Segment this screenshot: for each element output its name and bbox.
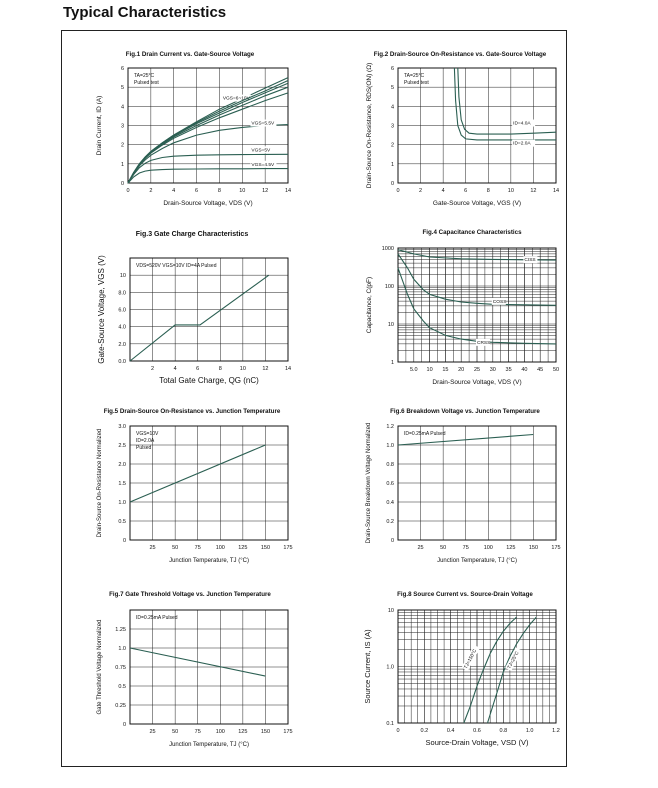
chart-6	[366, 408, 561, 564]
y-tick-label: 5	[390, 85, 394, 92]
series-line	[488, 617, 537, 723]
chart-1	[96, 51, 291, 207]
x-axis-label: Junction Temperature, TJ (°C)	[437, 558, 517, 564]
x-tick-label: 100	[483, 545, 493, 551]
x-tick-label: 125	[238, 545, 248, 551]
y-tick-label: 0.4	[386, 500, 394, 506]
y-axis-label: Drain-Source On-Resistance Normalized	[97, 428, 103, 538]
y-tick-label: 0.75	[115, 665, 126, 671]
chart-title: Fig.1 Drain Current vs. Gate-Source Voltage	[125, 51, 255, 58]
x-tick-label: 50	[172, 729, 179, 735]
y-tick-label: 1.25	[115, 627, 126, 633]
y-tick-label: 0	[120, 181, 124, 187]
chart-title: Fig.2 Drain-Source On-Resistance vs. Gate-Source Voltage	[373, 51, 547, 58]
x-tick-label: 20	[458, 367, 465, 373]
chart-title: Fig.7 Gate Threshold Voltage vs. Junction Temperature	[109, 591, 271, 598]
y-tick-label: 4.0	[118, 324, 126, 331]
x-tick-label: 2	[151, 366, 155, 372]
x-tick-label: 8	[218, 366, 222, 372]
x-tick-label: 10	[239, 366, 246, 372]
x-tick-label: 12	[530, 188, 537, 194]
x-tick-label: 0.2	[420, 728, 429, 734]
x-tick-label: 0	[126, 188, 130, 194]
x-tick-label: 0	[396, 188, 400, 194]
x-axis-label: Junction Temperature, TJ (°C)	[169, 558, 249, 564]
y-tick-label: 0.2	[386, 519, 394, 525]
x-tick-label: 40	[521, 367, 528, 373]
y-tick-label: 2.0	[118, 341, 126, 348]
x-tick-label: 12	[262, 188, 269, 194]
x-tick-label: 2	[419, 188, 423, 194]
x-axis-label: Total Gate Charge, QG (nC)	[159, 376, 259, 385]
grid	[398, 610, 556, 723]
x-tick-label: 0.6	[473, 728, 481, 734]
y-tick-label: 2.0	[118, 462, 126, 468]
chart-7	[97, 591, 293, 748]
y-axis-label: Gate Threshold Voltage Normalized	[97, 619, 103, 715]
x-tick-label: 25	[417, 545, 424, 551]
y-tick-label: 2	[390, 142, 394, 149]
y-tick-label: 1	[120, 161, 124, 168]
x-tick-label: 150	[528, 545, 539, 551]
chart-title: Fig.4 Capacitance Characteristics	[422, 229, 522, 236]
series-label: VGS=6~10V	[222, 96, 250, 102]
series-label: CISS	[524, 258, 536, 264]
x-tick-label: 6	[196, 366, 200, 372]
chart-note: TA=25°C	[404, 73, 425, 79]
chart-note: Pulsed	[136, 445, 152, 451]
y-tick-label: 3.0	[118, 424, 126, 430]
chart-8	[363, 591, 560, 747]
y-tick-label: 2	[120, 142, 124, 149]
chart-title: Fig.5 Drain-Source On-Resistance vs. Junction Temperature	[103, 408, 281, 415]
series-label: ID=4.0A	[513, 121, 531, 127]
x-tick-label: 150	[260, 545, 271, 551]
x-tick-label: 12	[262, 366, 269, 372]
x-tick-label: 6	[464, 188, 468, 194]
x-tick-label: 25	[149, 729, 156, 735]
chart-note: Pulsed test	[134, 80, 159, 86]
x-tick-label: 14	[552, 188, 560, 194]
series-label: COSS	[492, 299, 507, 305]
x-tick-label: 30	[489, 367, 496, 373]
y-tick-label: 5	[120, 85, 124, 92]
y-tick-label: 1.0	[118, 646, 126, 652]
x-tick-label: 5.0	[409, 367, 418, 373]
series-label: ID=2.0A	[513, 141, 531, 147]
y-tick-label: 1.0	[386, 443, 394, 449]
x-tick-label: 100	[215, 729, 225, 735]
grid	[130, 610, 288, 724]
x-tick-label: 75	[194, 545, 201, 551]
y-tick-label: 3	[390, 123, 394, 130]
x-tick-label: 175	[283, 729, 293, 735]
y-tick-label: 0	[390, 538, 394, 544]
y-tick-label: 100	[384, 284, 394, 290]
x-tick-label: 6	[195, 188, 199, 194]
y-axis-label: Capacitance, C(pF)	[366, 276, 373, 334]
x-tick-label: 50	[440, 545, 447, 551]
chart-note: ID=0.25mA Pulsed	[136, 615, 178, 621]
chart-note: Pulsed test	[404, 80, 429, 86]
x-tick-label: 0	[396, 728, 400, 734]
y-tick-label: 1.0	[118, 500, 126, 506]
y-tick-label: 0.6	[386, 481, 394, 487]
series-line	[128, 169, 288, 183]
y-axis-label: Drain Current, ID (A)	[96, 95, 103, 156]
y-tick-label: 2.5	[118, 443, 126, 449]
x-tick-label: 14	[284, 188, 292, 194]
y-tick-label: 8.0	[118, 290, 126, 297]
y-tick-label: 0.5	[118, 684, 126, 690]
series-line	[458, 68, 556, 134]
x-tick-label: 50	[552, 367, 560, 373]
x-tick-label: 4	[173, 366, 177, 372]
chart-title: Fig.8 Source Current vs. Source-Drain Voltage	[397, 591, 533, 598]
x-tick-label: 25	[473, 367, 481, 373]
chart-title: Fig.3 Gate Charge Characteristics	[135, 231, 249, 238]
y-tick-label: 0.0	[118, 359, 126, 365]
series-label: VGS=5V	[251, 148, 271, 154]
x-tick-label: 14	[284, 366, 292, 372]
x-tick-label: 25	[149, 545, 156, 551]
page-heading: Typical Characteristics	[63, 4, 227, 21]
y-tick-label: 0.25	[115, 703, 126, 709]
y-tick-label: 6	[390, 66, 394, 72]
series-line	[130, 275, 269, 361]
x-tick-label: 8	[486, 188, 490, 194]
chart-note: ID=0.25mA Pulsed	[404, 431, 446, 437]
y-tick-label: 1	[390, 161, 394, 168]
x-tick-label: 100	[215, 545, 225, 551]
chart-title: Fig.6 Breakdown Voltage vs. Junction Temperature	[390, 408, 540, 415]
x-axis-label: Drain-Source Voltage, VDS (V)	[163, 200, 253, 207]
y-tick-label: 0	[390, 181, 394, 187]
x-tick-label: 10	[507, 188, 514, 194]
x-tick-label: 75	[462, 545, 469, 551]
chart-note: ID=2.0A	[136, 438, 155, 444]
y-axis-label: Drain-Source Breakdown Voltage Normalized	[366, 422, 372, 544]
y-tick-label: 0.1	[386, 721, 394, 727]
y-tick-label: 1.5	[118, 481, 126, 487]
y-tick-label: 6.0	[118, 307, 126, 314]
x-tick-label: 45	[537, 367, 544, 373]
x-tick-label: 1.0	[525, 728, 534, 734]
series-label: TJ=150°C	[463, 648, 479, 671]
x-tick-label: 125	[506, 545, 516, 551]
x-axis-label: Drain-Source Voltage, VDS (V)	[432, 379, 522, 386]
x-tick-label: 0.8	[499, 728, 508, 734]
x-axis-label: Junction Temperature, TJ (°C)	[169, 742, 249, 748]
series-line	[454, 68, 556, 140]
chart-note: VGS=10V	[136, 431, 159, 437]
x-tick-label: 2	[149, 188, 153, 194]
chart-5	[97, 408, 293, 564]
y-tick-label: 4	[120, 104, 124, 111]
y-tick-label: 4	[390, 104, 394, 111]
x-tick-label: 4	[441, 188, 445, 194]
y-axis-label: Drain-Source On-Resistance, RDS(ON) (Ω)	[366, 62, 373, 189]
y-tick-label: 0	[122, 722, 126, 728]
y-tick-label: 1.0	[386, 664, 394, 671]
series-label: VGS=4.5V	[251, 162, 275, 168]
x-tick-label: 75	[194, 729, 201, 735]
series-label: TJ=25°C	[507, 651, 521, 671]
y-axis-label: Gate-Source Voltage, VGS (V)	[97, 255, 106, 364]
x-tick-label: 175	[283, 545, 293, 551]
y-tick-label: 0.8	[386, 462, 394, 468]
x-axis-label: Gate-Source Voltage, VGS (V)	[432, 200, 522, 207]
y-tick-label: 0.5	[118, 519, 126, 525]
grid	[130, 258, 288, 361]
y-tick-label: 10	[387, 608, 394, 614]
chart-note: VDS=520V VGS=10V ID=4A Pulsed	[136, 263, 217, 269]
x-tick-label: 125	[238, 729, 248, 735]
chart-4	[366, 229, 559, 386]
series-label: VGS=5.5V	[251, 121, 275, 127]
y-tick-label: 10	[387, 322, 394, 328]
x-tick-label: 10	[239, 188, 246, 194]
series-label: CRSS	[477, 340, 491, 346]
y-tick-label: 1.2	[386, 424, 394, 430]
x-tick-label: 0.4	[446, 728, 455, 734]
x-tick-label: 175	[551, 545, 561, 551]
x-tick-label: 35	[505, 367, 512, 373]
y-axis-label: Source Current, IS (A)	[363, 629, 372, 704]
x-tick-label: 1.2	[552, 728, 560, 734]
y-tick-label: 10	[119, 273, 126, 280]
chart-note: TA=25°C	[134, 73, 155, 79]
x-tick-label: 150	[260, 729, 271, 735]
y-tick-label: 0	[122, 538, 126, 544]
series-line	[128, 125, 288, 184]
x-tick-label: 50	[172, 545, 179, 551]
y-tick-label: 1000	[381, 246, 394, 252]
x-tick-label: 15	[442, 367, 449, 373]
y-tick-label: 6	[120, 66, 124, 72]
y-tick-label: 1	[390, 360, 394, 366]
x-tick-label: 8	[217, 188, 221, 194]
y-tick-label: 3	[120, 123, 124, 130]
x-axis-label: Source-Drain Voltage, VSD (V)	[425, 738, 529, 747]
chart-2	[366, 51, 559, 207]
x-tick-label: 4	[172, 188, 176, 194]
chart-3	[97, 231, 291, 385]
x-tick-label: 10	[426, 367, 433, 373]
